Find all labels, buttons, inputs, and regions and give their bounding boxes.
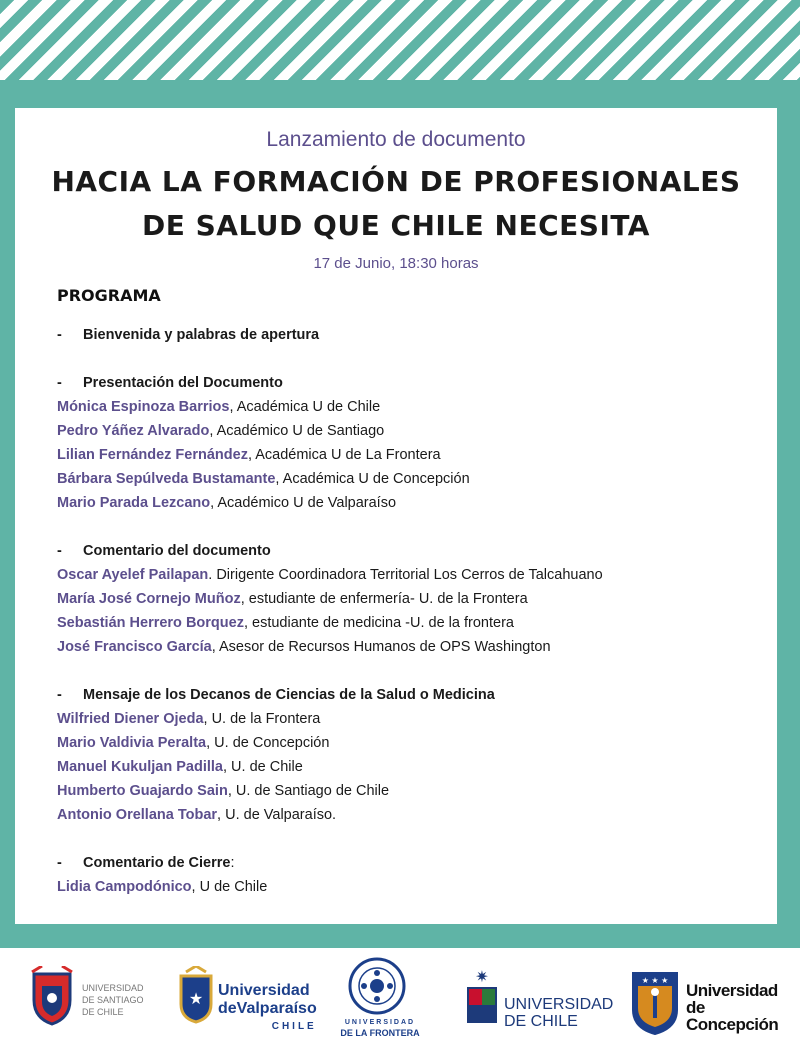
title-line-2: DE SALUD QUE CHILE NECESITA (142, 209, 650, 242)
event-title (15, 160, 777, 248)
speaker-detail: , U de Chile (191, 879, 268, 895)
section-dash: - (57, 327, 62, 343)
section-gap (57, 827, 767, 851)
university-logos (0, 948, 800, 1043)
svg-text:★ ★ ★: ★ ★ ★ (641, 976, 669, 985)
uv-line-2: deValparaíso (218, 1000, 317, 1017)
speaker-detail: , estudiante de enfermería- U. de la Frontera (240, 591, 528, 607)
usach-line-3: DE CHILE (82, 1007, 124, 1017)
section-heading (57, 851, 767, 875)
speaker-entry (57, 635, 767, 659)
event-date: 17 de Junio, 18:30 horas (313, 255, 479, 272)
section-heading-text: Mensaje de los Decanos de Ciencias de la Salud o Medicina (83, 687, 495, 703)
speaker-detail: , U. de la Frontera (203, 711, 321, 727)
uchile-crest-icon (466, 966, 498, 1028)
program-panel (15, 108, 777, 924)
speaker-entry (57, 563, 767, 587)
striped-header-band (0, 0, 800, 80)
speaker-detail: , estudiante de medicina -U. de la frontera (243, 615, 514, 631)
speaker-name: Sebastián Herrero Borquez (57, 615, 244, 631)
speaker-name: Mario Valdivia Peralta (57, 735, 207, 751)
uv-line-3: CHILE (271, 1021, 317, 1032)
usach-crest-icon (28, 966, 76, 1028)
speaker-name: Humberto Guajardo Sain (57, 783, 228, 799)
speaker-detail: , Académica U de Concepción (275, 471, 470, 487)
usach-line-2: DE SANTIAGO (82, 995, 144, 1005)
section-gap (57, 659, 767, 683)
speaker-entry (57, 731, 767, 755)
section-dash: - (57, 543, 62, 559)
speaker-detail: , Asesor de Recursos Humanos de OPS Washington (211, 639, 551, 655)
speaker-entry (57, 779, 767, 803)
logo-udec (630, 970, 795, 1040)
svg-text:★: ★ (188, 989, 204, 1008)
programa-heading: PROGRAMA (57, 286, 161, 305)
section-dash: - (57, 687, 62, 703)
usach-line-1: UNIVERSIDAD (82, 983, 144, 993)
speaker-entry (57, 803, 767, 827)
logo-usach (28, 966, 158, 1036)
logo-ufro (330, 956, 430, 1038)
ufro-seal-icon (346, 956, 408, 1016)
speaker-entry (57, 587, 767, 611)
speaker-name: Mario Parada Lezcano (57, 495, 211, 511)
speaker-name: Mónica Espinoza Barrios (57, 399, 230, 415)
uchile-line-1: UNIVERSIDAD (504, 996, 614, 1013)
speaker-detail: , Académica U de Chile (229, 399, 381, 415)
speaker-entry (57, 443, 767, 467)
speaker-name: Wilfried Diener Ojeda (57, 711, 204, 727)
event-subtitle: Lanzamiento de documento (266, 128, 526, 151)
ufro-line-2: DE LA FRONTERA (340, 1028, 420, 1038)
section-heading-suffix: : (230, 855, 235, 871)
speaker-name: Antonio Orellana Tobar (57, 807, 218, 823)
section-heading-text: Bienvenida y palabras de apertura (83, 327, 320, 343)
speaker-name: Lidia Campodónico (57, 879, 192, 895)
svg-text:✷: ✷ (475, 967, 489, 986)
speaker-entry (57, 611, 767, 635)
section-heading (57, 371, 767, 395)
logo-uv (178, 966, 317, 1036)
section-heading-text: Presentación del Documento (83, 375, 283, 391)
section-heading (57, 683, 767, 707)
speaker-entry (57, 395, 767, 419)
udec-shield-icon (630, 970, 680, 1036)
speaker-entry (57, 875, 767, 899)
speaker-detail: , U. de Chile (222, 759, 303, 775)
speaker-detail: , U. de Santiago de Chile (227, 783, 390, 799)
program-list (57, 323, 767, 899)
title-line-1: HACIA LA FORMACIÓN DE PROFESIONALES (51, 165, 741, 198)
section-heading (57, 539, 767, 563)
udec-line-1: Universidad (686, 981, 778, 1000)
speaker-name: Oscar Ayelef Pailapan (57, 567, 209, 583)
section-dash: - (57, 855, 62, 871)
speaker-name: Manuel Kukuljan Padilla (57, 759, 223, 775)
section-heading-text: Comentario de Cierre (83, 855, 231, 871)
uv-line-1: Universidad (218, 982, 310, 999)
speaker-name: Lilian Fernández Fernández (57, 447, 248, 463)
udec-line-2: de Concepción (686, 998, 779, 1034)
section-gap (57, 515, 767, 539)
speaker-entry (57, 707, 767, 731)
speaker-detail: . Dirigente Coordinadora Territorial Los Cerros de Talcahuano (208, 567, 603, 583)
speaker-entry (57, 491, 767, 515)
speaker-entry (57, 755, 767, 779)
speaker-detail: , U. de Valparaíso. (217, 807, 337, 823)
uchile-line-2: DE CHILE (504, 1013, 578, 1030)
speaker-detail: , Académico U de Valparaíso (210, 495, 397, 511)
ufro-line-1: UNIVERSIDAD (344, 1019, 416, 1026)
speaker-name: Bárbara Sepúlveda Bustamante (57, 471, 276, 487)
section-gap (57, 347, 767, 371)
section-heading-text: Comentario del documento (83, 543, 271, 559)
speaker-name: María José Cornejo Muñoz (57, 591, 241, 607)
speaker-detail: , Académica U de La Frontera (247, 447, 441, 463)
speaker-detail: , Académico U de Santiago (209, 423, 385, 439)
speaker-name: Pedro Yáñez Alvarado (57, 423, 210, 439)
speaker-entry (57, 419, 767, 443)
section-dash: - (57, 375, 62, 391)
logo-uchile (466, 966, 624, 1036)
section-heading (57, 323, 767, 347)
speaker-entry (57, 467, 767, 491)
uv-shield-icon (178, 966, 214, 1024)
speaker-detail: , U. de Concepción (206, 735, 330, 751)
speaker-name: José Francisco García (57, 639, 212, 655)
